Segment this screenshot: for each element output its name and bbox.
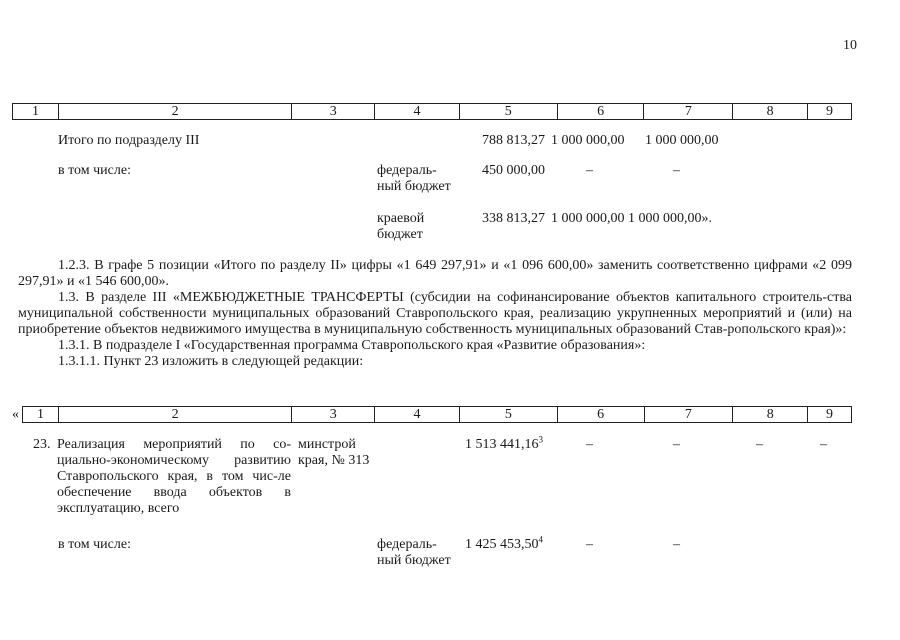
item-executor-line1: минстрой (298, 437, 356, 452)
including-label-2: в том числе: (58, 537, 131, 552)
item-description: Реализация мероприятий по со-циально-экономическому развитию Ставропольского края, в том чис-ле обеспечение ввода объектов в эксплуатацию, всего (57, 437, 291, 516)
header-cell: 5 (459, 407, 557, 422)
paragraph-1-3-1: 1.3.1. В подразделе I «Государственная программа Ставропольского края «Развитие образования»: (58, 338, 646, 353)
header-cell: 1 (36, 407, 44, 422)
item-col9: – (820, 437, 827, 452)
header-cell: 9 (807, 407, 851, 422)
opening-quote: « (12, 407, 19, 422)
item-col5-value: 1 513 441,16 (465, 437, 539, 452)
header-cell: 8 (732, 407, 807, 422)
regional-budget-label-line2: бюджет (377, 227, 423, 242)
regional-budget-label (377, 211, 424, 243)
federal-2-col5 (465, 534, 543, 553)
table-header-row-2 (22, 406, 852, 423)
federal-2-col5-value: 1 425 453,50 (465, 537, 539, 552)
federal-budget-label-line2: ный бюджет (377, 179, 451, 194)
header-cell: 6 (557, 104, 644, 119)
paragraph-1-3-1-1: 1.3.1.1. Пункт 23 изложить в следующей редакции: (58, 354, 364, 369)
header-cell: 7 (643, 104, 732, 119)
subtotal-col6: 1 000 000,00 (551, 133, 625, 148)
federal-col7: – (673, 163, 680, 178)
header-cell: 7 (644, 407, 733, 422)
federal-budget-label-2-line1: федераль- (377, 537, 437, 552)
regional-col5: 338 813,27 (482, 211, 545, 226)
federal-budget-label-line1: федераль- (377, 163, 437, 178)
header-cell: 5 (459, 104, 557, 119)
item-executor (298, 437, 369, 469)
page-number: 10 (843, 38, 857, 53)
federal-budget-label-2-line2: ный бюджет (377, 553, 451, 568)
item-col5 (465, 434, 543, 453)
federal-col6: – (586, 163, 593, 178)
header-cell: 6 (557, 407, 644, 422)
federal-budget-label-2 (377, 537, 451, 569)
federal-col5: 450 000,00 (482, 163, 545, 178)
subtotal-col7: 1 000 000,00 (645, 133, 719, 148)
federal-2-col6: – (586, 537, 593, 552)
header-cell: 2 (58, 104, 291, 119)
item-number: 23. (33, 437, 51, 452)
header-cell: 3 (291, 104, 374, 119)
federal-budget-label (377, 163, 451, 195)
item-col8: – (756, 437, 763, 452)
regional-budget-label-line1: краевой (377, 211, 425, 226)
item-executor-line2: края, № 313 (298, 453, 370, 468)
header-cell: 9 (807, 104, 851, 119)
header-cell: 1 (31, 104, 39, 119)
header-cell: 4 (374, 407, 459, 422)
regional-col6-col7: 1 000 000,00 1 000 000,00». (551, 211, 712, 226)
item-col6: – (586, 437, 593, 452)
table-header-row (12, 103, 852, 120)
footnote-mark: 4 (538, 534, 543, 545)
subtotal-label: Итого по подразделу III (58, 133, 200, 148)
header-cell: 3 (291, 407, 374, 422)
item-col7: – (673, 437, 680, 452)
footnote-mark: 3 (538, 434, 543, 445)
header-cell: 8 (732, 104, 807, 119)
including-label: в том числе: (58, 163, 131, 178)
header-cell: 2 (58, 407, 291, 422)
paragraph-1-2-3: 1.2.3. В графе 5 позиции «Итого по разделу II» цифры «1 649 297,91» и «1 096 600,00» заменить соответственно цифрами «2 099 297,91» и «1 546 600,00». (18, 258, 852, 289)
paragraph-1-3: 1.3. В разделе III «МЕЖБЮДЖЕТНЫЕ ТРАНСФЕРТЫ (субсидии на софинансирование объектов капитального строитель-ства муниципальной собственности муниципальных образований Ставропольского края, реализацию укрупненных мероприятий и (или) на приобретение объектов недвижимого имущества в муниципальную собственность муниципальных образований Став-ропольского края)»: (18, 290, 852, 337)
body-text (18, 258, 852, 370)
federal-2-col7: – (673, 537, 680, 552)
header-cell: 4 (374, 104, 459, 119)
subtotal-col5: 788 813,27 (482, 133, 545, 148)
